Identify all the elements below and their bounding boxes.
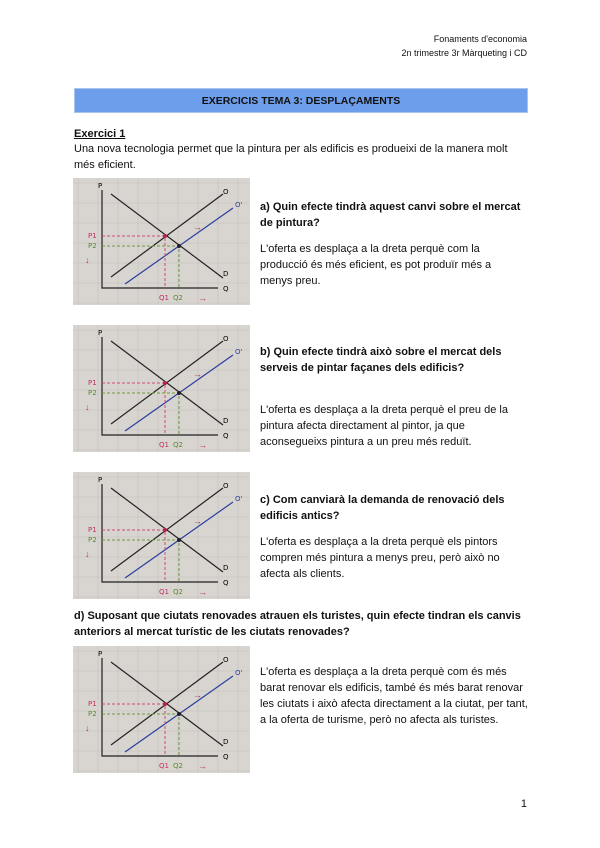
graph-label-q1: Q1	[159, 588, 169, 596]
graph-label-o2: O'	[235, 348, 243, 356]
svg-text:→: →	[198, 293, 207, 303]
supply-demand-graph-c	[73, 472, 250, 599]
question-b: b) Quin efecte tindrà això sobre el mercat dels serveis de pintar façanes dels edificis?	[260, 346, 502, 374]
graph-label-d: D	[223, 417, 229, 425]
graph-label-o: O	[223, 188, 229, 196]
axes	[102, 190, 218, 288]
graph-label-p1: P1	[88, 526, 97, 534]
svg-text:→: →	[198, 587, 207, 597]
graph-label-q2: Q2	[173, 294, 183, 302]
graph-label-q1: Q1	[159, 762, 169, 770]
graph-label-q: Q	[223, 753, 229, 761]
answer-b: L'oferta es desplaça a la dreta perquè el preu de la pintura afecta directament al pintor, ja que aconsegueixs pintura a un preu més reduït.	[260, 404, 508, 448]
graph-label-p1: P1	[88, 700, 97, 708]
svg-text:→: →	[193, 516, 202, 526]
graph-label-p: P	[98, 476, 103, 484]
svg-text:↓: ↓	[85, 549, 90, 559]
graph-label-q2: Q2	[173, 441, 183, 449]
graph-label-o: O	[223, 482, 229, 490]
graph-label-q1: Q1	[159, 441, 169, 449]
answer-a: L'oferta es desplaça a la dreta perquè com la producció és més eficient, es pot produïr més a menys preu.	[260, 243, 492, 287]
question-d: d) Suposant que ciutats renovades atrauen els turistes, quin efecte tindran els canvis anteriors al mercat turístic de les ciutats renovades?	[74, 610, 521, 638]
svg-text:→: →	[193, 690, 202, 700]
graph-label-o: O	[223, 656, 229, 664]
exercise-heading: Exercici 1	[74, 128, 126, 140]
graph-label-d: D	[223, 564, 229, 572]
supply-demand-graph-d	[73, 646, 250, 773]
graph-label-p: P	[98, 329, 103, 337]
graph-label-q: Q	[223, 432, 229, 440]
page-number: 1	[520, 798, 527, 810]
graph-label-p2: P2	[88, 242, 97, 250]
graph-label-o: O	[223, 335, 229, 343]
exercise-statement: Una nova tecnologia permet que la pintura per als edificis es produeixi de la manera molt més eficient.	[74, 143, 508, 171]
graph-label-d: D	[223, 738, 229, 746]
supply-demand-graph-b	[73, 325, 250, 452]
graph-label-o2: O'	[235, 495, 243, 503]
axes	[102, 484, 218, 582]
graph-label-p2: P2	[88, 710, 97, 718]
graph-label-p2: P2	[88, 389, 97, 397]
graph-label-o2: O'	[235, 201, 243, 209]
svg-text:→: →	[193, 222, 202, 232]
course-term: 2n trimestre 3r Màrqueting i CD	[401, 48, 527, 58]
graph-label-q2: Q2	[173, 588, 183, 596]
svg-text:↓: ↓	[85, 402, 90, 412]
graph-label-p: P	[98, 650, 103, 658]
question-c: c) Com canviarà la demanda de renovació dels edificis antics?	[260, 494, 505, 522]
graph-label-o2: O'	[235, 669, 243, 677]
graph-label-q: Q	[223, 579, 229, 587]
svg-text:↓: ↓	[85, 723, 90, 733]
svg-text:→: →	[198, 440, 207, 450]
answer-d: L'oferta es desplaça a la dreta perquè com és més barat renovar els edificis, també és més barat renovar les ciutats i això afecta directament a la ciutat, per tant, a la oferta de turisme, però no afecta als turistes.	[260, 666, 528, 726]
svg-text:→: →	[193, 369, 202, 379]
svg-text:↓: ↓	[85, 255, 90, 265]
graph-label-p1: P1	[88, 379, 97, 387]
graph-label-p: P	[98, 182, 103, 190]
page-title: EXERCICIS TEMA 3: DESPLAÇAMENTS	[201, 94, 401, 107]
graph-label-q2: Q2	[173, 762, 183, 770]
svg-text:→: →	[198, 761, 207, 771]
supply-demand-graph-a	[73, 178, 250, 305]
graph-label-q1: Q1	[159, 294, 169, 302]
graph-label-d: D	[223, 270, 229, 278]
graph-label-q: Q	[223, 285, 229, 293]
answer-c: L'oferta es desplaça a la dreta perquè els pintors compren més pintura a menys preu, però això no afecta als clients.	[260, 536, 500, 580]
question-a: a) Quin efecte tindrà aquest canvi sobre el mercat de pintura?	[260, 201, 521, 229]
course-name: Fonaments d'economia	[433, 34, 527, 44]
graph-label-p2: P2	[88, 536, 97, 544]
axes	[102, 658, 218, 756]
axes	[102, 337, 218, 435]
graph-label-p1: P1	[88, 232, 97, 240]
title-banner	[74, 88, 528, 113]
